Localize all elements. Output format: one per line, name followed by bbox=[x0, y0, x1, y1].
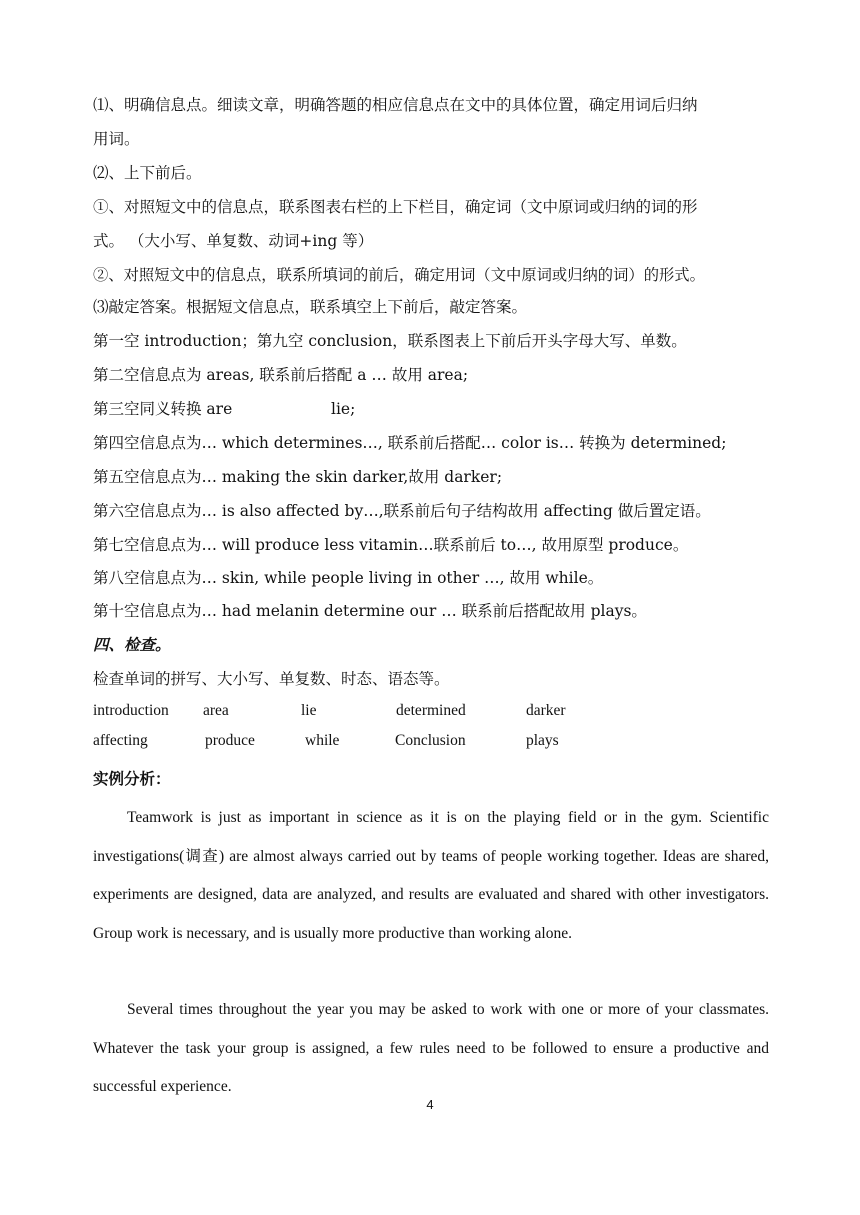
answer-word: lie bbox=[301, 702, 317, 719]
section-four-text: 检查单词的拼写、大小写、单复数、时态、语态等。 bbox=[93, 670, 450, 688]
step-1-line-1: ⑴、明确信息点。细读文章，明确答题的相应信息点在文中的具体位置，确定用词后归纳 bbox=[93, 96, 698, 114]
analysis-line-1: 第一空 introduction；第九空 conclusion，联系图表上下前后开头字母大写、单数。 bbox=[93, 332, 687, 350]
analysis-line-6: 第六空信息点为… is also affected by…,联系前后句子结构故用 affecting 做后置定语。 bbox=[93, 502, 711, 520]
analysis-line-3-left: 第三空同义转换 are bbox=[93, 400, 233, 418]
analysis-line-2: 第二空信息点为 areas, 联系前后搭配 a … 故用 area; bbox=[93, 366, 469, 384]
answer-word: darker bbox=[526, 702, 566, 719]
analysis-line-7: 第七空信息点为… will produce less vitamin…联系前后 to…, 故用原型 produce。 bbox=[93, 536, 689, 554]
analysis-line-3-right: lie; bbox=[331, 400, 356, 418]
answers-row-2 bbox=[93, 731, 769, 753]
answer-word: produce bbox=[205, 732, 255, 749]
page-number: 4 bbox=[426, 1097, 434, 1112]
step-2-heading: ⑵、上下前后。 bbox=[93, 164, 202, 182]
answer-word: plays bbox=[526, 732, 559, 749]
answer-word: Conclusion bbox=[395, 732, 466, 749]
example-heading: 实例分析： bbox=[93, 769, 171, 788]
analysis-line-5: 第五空信息点为… making the skin darker,故用 darker; bbox=[93, 468, 503, 486]
answers-row-1 bbox=[93, 701, 769, 723]
step-2-1-line-1: ①、对照短文中的信息点，联系图表右栏的上下栏目，确定词（文中原词或归纳的词的形 bbox=[93, 198, 698, 216]
step-2-1-line-2: 式。 （大小写、单复数、动词+ing 等） bbox=[93, 232, 374, 250]
step-1-line-2: 用词。 bbox=[93, 130, 140, 148]
step-2-2: ②、对照短文中的信息点，联系所填词的前后，确定用词（文中原词或归纳的词）的形式。 bbox=[93, 266, 705, 284]
answer-word: affecting bbox=[93, 732, 148, 749]
analysis-line-8: 第八空信息点为… skin, while people living in other …, 故用 while。 bbox=[93, 569, 604, 587]
analysis-line-9: 第十空信息点为… had melanin determine our … 联系前后搭配故用 plays。 bbox=[93, 602, 647, 620]
answer-word: determined bbox=[396, 702, 466, 719]
example-paragraph-2: Several times throughout the year you may be asked to work with one or more of your classmates. Whatever the task your group is assigned, a few rules need to be followed to ensure a productive and successful experience. bbox=[93, 1001, 769, 1095]
section-four-heading: 四、检查。 bbox=[93, 635, 171, 654]
analysis-line-3 bbox=[93, 399, 769, 419]
example-paragraph-1: Teamwork is just as important in science as it is on the playing field or in the gym. Scientific investigations(调查) are almost always carried out by teams of people working together. Ideas are shared, experiments are designed, data are analyzed, and results are evaluated and shared with other investigators. Group work is necessary, and is usually more productive than working alone. bbox=[93, 809, 769, 942]
step-3: ⑶敲定答案。根据短文信息点，联系填空上下前后，敲定答案。 bbox=[93, 298, 528, 316]
answer-word: while bbox=[305, 732, 340, 749]
answer-word: area bbox=[203, 702, 229, 719]
answer-word: introduction bbox=[93, 702, 169, 719]
analysis-line-4: 第四空信息点为… which determines…, 联系前后搭配… color is… 转换为 determined; bbox=[93, 434, 727, 452]
